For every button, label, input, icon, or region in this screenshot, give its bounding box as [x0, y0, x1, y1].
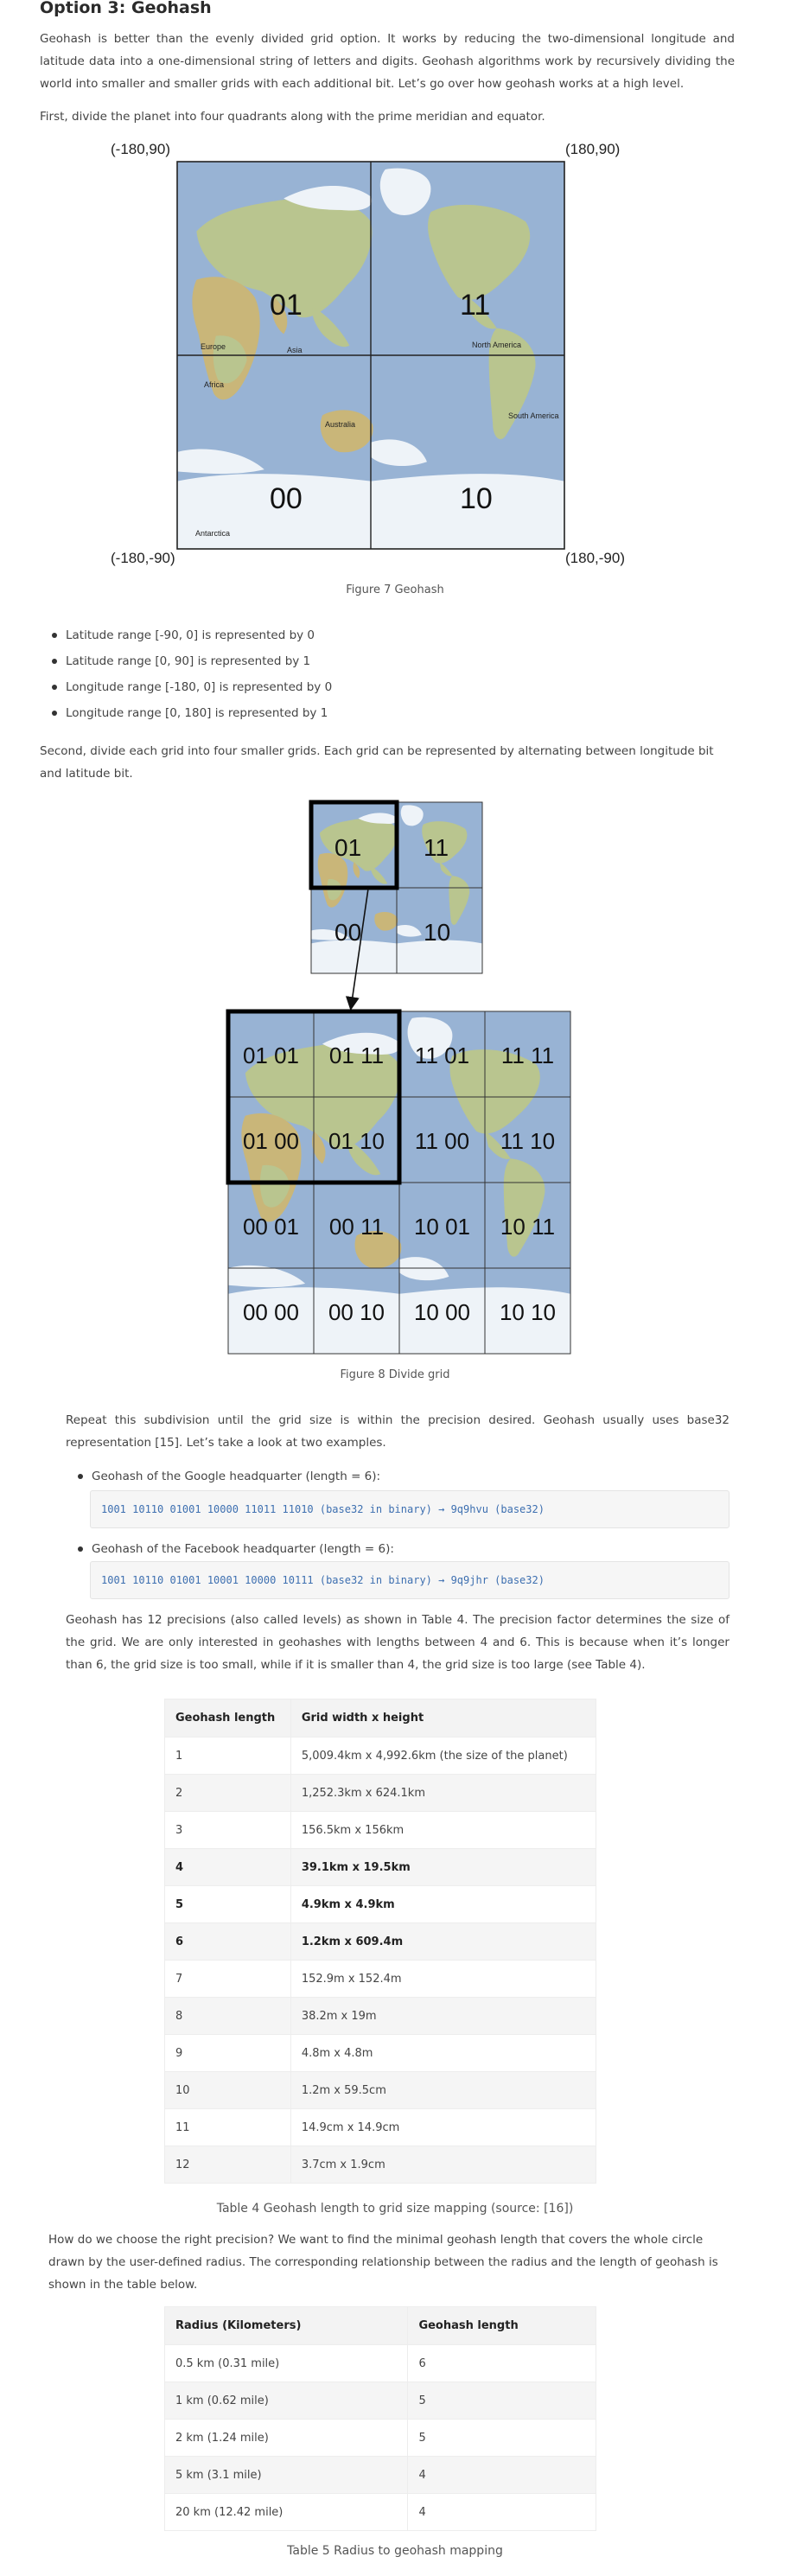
small-quadrant-00: 00 [334, 919, 362, 946]
label-asia: Asia [287, 346, 303, 354]
first-step-paragraph: First, divide the planet into four quadrants along with the prime meridian and equator. [40, 110, 545, 124]
cell-01-01: 01 01 [242, 1043, 300, 1068]
table-row [165, 1961, 596, 1998]
precision-paragraph: Geohash has 12 precisions (also called levels) as shown in Table 4. The precision factor determines the size of the grid. We are only interested in geohashes with lengths between 4 and 6. This is because when it’s longer than 6, the grid size is too small, while if it is smaller than 4, the grid size is too large (see Table 4). [66, 1613, 729, 1672]
label-europe: Europe [201, 342, 226, 351]
table-cell: 38.2m x 19m [290, 1998, 596, 2035]
table-header: Grid width x height [290, 1699, 596, 1738]
radius-table [164, 2306, 596, 2531]
table-row [165, 2345, 596, 2382]
code-block-google: 1001 10110 01001 10000 11011 11010 (base32 in binary) → 9q9hvu (base32) [90, 1490, 729, 1528]
table-5-caption: Table 5 Radius to geohash mapping [287, 2544, 503, 2558]
table-header: Geohash length [165, 1699, 291, 1738]
table-row [165, 2457, 596, 2494]
small-quadrant-10: 10 [424, 919, 451, 946]
cell-01-10: 01 10 [328, 1128, 385, 1154]
quadrant-00: 00 [270, 482, 303, 515]
table-row [165, 1923, 596, 1961]
table-row [165, 1998, 596, 2035]
table-cell: 152.9m x 152.4m [290, 1961, 596, 1998]
table-row [165, 1849, 596, 1886]
table-row [165, 1812, 596, 1849]
label-north-america: North America [472, 341, 522, 349]
table-row [165, 1738, 596, 1775]
quadrant-10: 10 [460, 482, 493, 515]
table-cell: 8 [165, 1998, 291, 2035]
small-quadrant-11: 11 [424, 834, 449, 861]
table-cell: 5 [408, 2382, 596, 2420]
table-cell: 12 [165, 2146, 291, 2184]
cell-11-11: 11 11 [500, 1043, 555, 1068]
table-cell: 5 [408, 2420, 596, 2457]
table-cell: 1 [165, 1738, 291, 1775]
table-cell: 6 [165, 1923, 291, 1961]
table-cell: 156.5km x 156km [290, 1812, 596, 1849]
coord-top-left: (-180,90) [111, 141, 170, 157]
table-cell: 0.5 km (0.31 mile) [165, 2345, 408, 2382]
table-cell: 1.2m x 59.5cm [290, 2072, 596, 2109]
table-cell: 4.9km x 4.9km [290, 1886, 596, 1923]
cell-00-00: 00 00 [242, 1299, 300, 1325]
label-antarctica: Antarctica [195, 529, 231, 538]
list-item: Latitude range [0, 90] is represented by 1 [48, 648, 723, 674]
list-item: Longitude range [-180, 0] is represented by 0 [48, 674, 723, 700]
table-cell: 9 [165, 2035, 291, 2072]
quadrant-01: 01 [270, 289, 303, 322]
label-australia: Australia [325, 420, 356, 429]
label-africa: Africa [204, 380, 225, 389]
table-row [165, 2382, 596, 2420]
section-heading: Option 3: Geohash [40, 0, 212, 17]
cell-11-00: 11 00 [414, 1128, 470, 1154]
table-cell: 2 [165, 1775, 291, 1812]
table-row [165, 1775, 596, 1812]
divide-grid-figure [225, 795, 588, 1357]
table-cell: 20 km (12.42 mile) [165, 2494, 408, 2531]
bit-range-list [48, 622, 723, 726]
table-cell: 10 [165, 2072, 291, 2109]
intro-paragraph: Geohash is better than the evenly divided grid option. It works by reducing the two-dimensional longitude and latitude data into a one-dimensional string of letters and digits. Geohash algorithms work by recursively dividing the world into smaller and smaller grids with each additional bit. Let’s go over how geohash works at a high level. [40, 32, 735, 91]
coord-top-right: (180,90) [565, 141, 621, 157]
table-header: Geohash length [408, 2307, 596, 2345]
repeat-paragraph: Repeat this subdivision until the grid size is within the precision desired. Geohash usually uses base32 representation [15]. Let’s take a look at two examples. [66, 1413, 729, 1450]
cell-10-01: 10 01 [413, 1214, 471, 1240]
table-row [165, 2109, 596, 2146]
list-item: Geohash of the Facebook headquarter (length = 6): [74, 1536, 731, 1562]
table-cell: 14.9cm x 14.9cm [290, 2109, 596, 2146]
code-block-facebook: 1001 10110 01001 10001 10000 10111 (base32 in binary) → 9q9jhr (base32) [90, 1561, 729, 1599]
table-cell: 5 [165, 1886, 291, 1923]
table-4-caption: Table 4 Geohash length to grid size mapping (source: [16]) [216, 2202, 574, 2216]
table-cell: 4 [408, 2457, 596, 2494]
table-row [165, 2494, 596, 2531]
table-cell: 6 [408, 2345, 596, 2382]
cell-01-11: 01 11 [328, 1043, 385, 1068]
table-row [165, 2035, 596, 2072]
table-header: Radius (Kilometers) [165, 2307, 408, 2345]
table-cell: 2 km (1.24 mile) [165, 2420, 408, 2457]
second-step-paragraph: Second, divide each grid into four smaller grids. Each grid can be represented by alternating between longitude bit and latitude bit. [40, 744, 714, 781]
table-cell: 4.8m x 4.8m [290, 2035, 596, 2072]
table-cell: 1,252.3km x 624.1km [290, 1775, 596, 1812]
cell-10-10: 10 10 [499, 1299, 557, 1325]
table-cell: 5,009.4km x 4,992.6km (the size of the planet) [290, 1738, 596, 1775]
example-list-2 [74, 1536, 731, 1562]
label-south-america: South America [508, 411, 559, 420]
cell-00-01: 00 01 [242, 1214, 300, 1240]
table-cell: 39.1km x 19.5km [290, 1849, 596, 1886]
list-item: Latitude range [-90, 0] is represented by 0 [48, 622, 723, 648]
table-cell: 4 [408, 2494, 596, 2531]
cell-01-00: 01 00 [242, 1128, 300, 1154]
small-quadrant-01: 01 [334, 834, 362, 861]
table-header-row [165, 2307, 596, 2345]
list-item: Geohash of the Google headquarter (length = 6): [74, 1463, 731, 1489]
table-row [165, 1886, 596, 1923]
cell-00-11: 00 11 [328, 1214, 385, 1240]
figure-8-caption: Figure 8 Divide grid [340, 1368, 450, 1381]
coord-bottom-left: (-180,-90) [111, 550, 175, 566]
table-row [165, 2146, 596, 2184]
quadrant-11: 11 [460, 289, 491, 322]
table-row [165, 2072, 596, 2109]
choose-precision-paragraph: How do we choose the right precision? We want to find the minimal geohash length that covers the whole circle drawn by the user-defined radius. The corresponding relationship between the radius and the length of geohash is shown in the table below. [48, 2233, 718, 2292]
table-cell: 7 [165, 1961, 291, 1998]
cell-11-10: 11 10 [500, 1128, 556, 1154]
table-cell: 5 km (3.1 mile) [165, 2457, 408, 2494]
cell-10-00: 10 00 [413, 1299, 471, 1325]
cell-10-11: 10 11 [500, 1214, 556, 1240]
table-cell: 3 [165, 1812, 291, 1849]
table-cell: 4 [165, 1849, 291, 1886]
cell-00-10: 00 10 [328, 1299, 385, 1325]
list-item: Longitude range [0, 180] is represented by 1 [48, 700, 723, 726]
table-cell: 3.7cm x 1.9cm [290, 2146, 596, 2184]
geohash-world-map [176, 161, 565, 550]
geohash-length-table [164, 1699, 596, 2184]
cell-11-01: 11 01 [414, 1043, 470, 1068]
coord-bottom-right: (180,-90) [565, 550, 625, 566]
example-list-1 [74, 1463, 731, 1489]
table-cell: 1.2km x 609.4m [290, 1923, 596, 1961]
table-header-row [165, 1699, 596, 1738]
table-cell: 11 [165, 2109, 291, 2146]
table-row [165, 2420, 596, 2457]
figure-7-caption: Figure 7 Geohash [346, 583, 444, 596]
table-cell: 1 km (0.62 mile) [165, 2382, 408, 2420]
